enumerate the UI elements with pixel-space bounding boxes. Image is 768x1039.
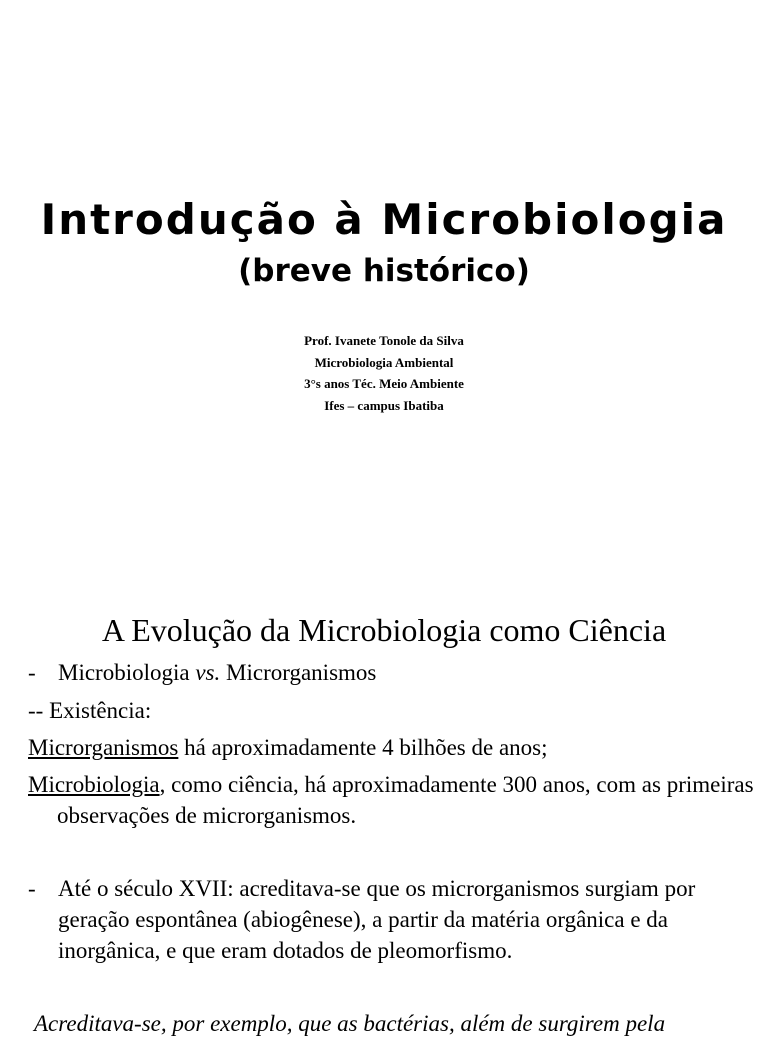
bullet-dash: -: [28, 660, 36, 685]
bullet-text-end: Microrganismos: [220, 660, 377, 685]
microrganismos-text: há aproximadamente 4 bilhões de anos;: [178, 735, 548, 760]
bullet-text: [28, 657, 748, 688]
presentation-subtitle: (breve histórico): [238, 253, 530, 289]
bullet-seculo-xvii: [28, 873, 748, 966]
microbiologia-term: Microbiologia: [28, 772, 160, 797]
microbiologia-line: [28, 769, 768, 831]
author-name: Prof. Ivanete Tonole da Silva: [304, 333, 464, 348]
course-name: Microbiologia Ambiental: [314, 354, 454, 370]
bullet-text: Até o século XVII: acreditava-se que os microrganismos surgiam por geração espontânea (abiogênese), a partir da matéria orgânica e da inorgânica, e que eram dotados de pleomorfismo.: [58, 876, 696, 963]
institution-name: Ifes – campus Ibatiba: [324, 397, 444, 413]
class-name: 3°s anos Téc. Meio Ambiente: [304, 376, 464, 391]
presentation-title: Introdução à Microbiologia: [40, 195, 728, 244]
bullet-text-start: Microbiologia: [58, 660, 196, 685]
bullet-dash: -: [28, 876, 36, 901]
existencia-line: -- Existência:: [28, 698, 152, 723]
microbiologia-text: , como ciência, há aproximadamente 300 anos, com as primeiras observações de microrganismos.: [57, 772, 754, 828]
bullet-microbiologia-vs: [28, 657, 748, 688]
slide-heading: A Evolução da Microbiologia como Ciência: [101, 612, 667, 648]
microrganismos-line: [28, 732, 748, 763]
cutoff-line: Acreditava-se, por exemplo, que as bactérias, além de surgirem pela: [34, 1011, 666, 1036]
author-credits: [0, 330, 768, 416]
microrganismos-term: Microrganismos: [28, 735, 179, 760]
vs-italic: vs.: [195, 660, 221, 685]
content-slide: [0, 576, 768, 1036]
